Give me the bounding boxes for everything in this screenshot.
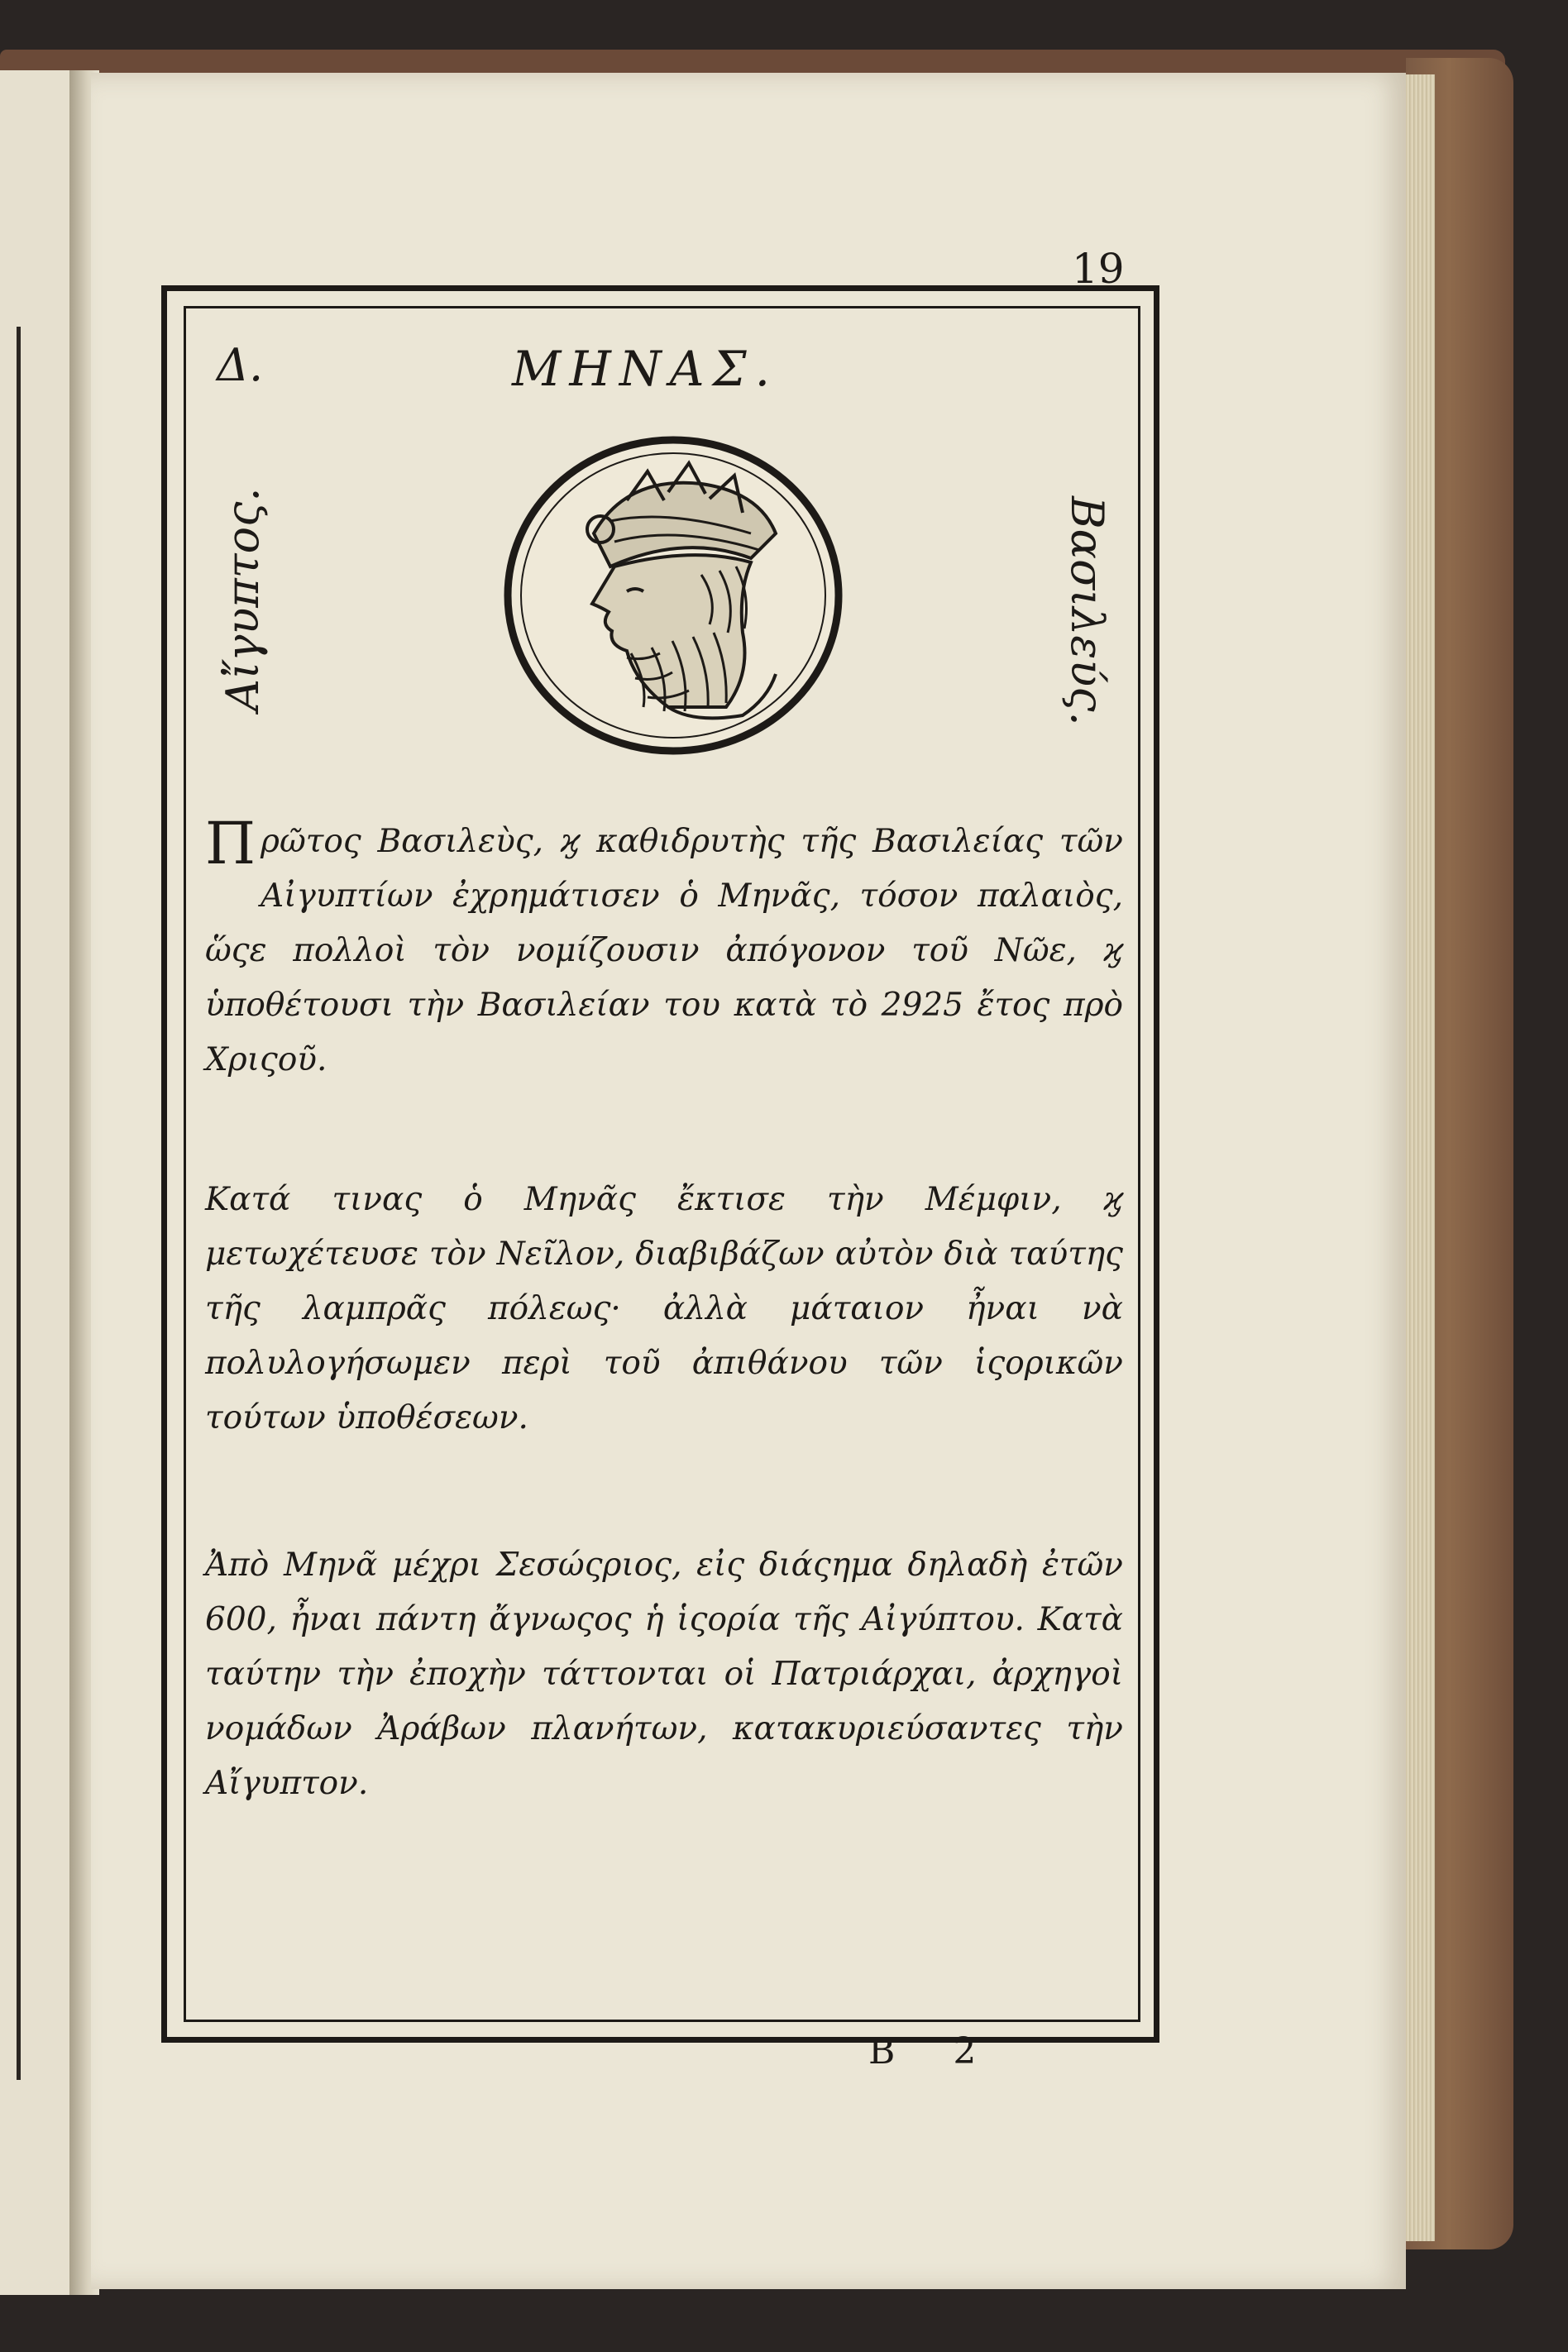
- paragraph-1-text: ρῶτος Βασιλεὺς, ϗ καθιδρυτὴς τῆς Βασιλείας τῶν Αἰγυπτίων ἐχρημάτισεν ὁ Μηνᾶς, τόσον παλαιὸς, ὥςε πολλοὶ τὸν νομίζουσιν ἀπόγονον τοῦ Νῶε, ϗ ὑποθέτουσι τὴν Βασιλείαν του κατὰ τὸ 2925 ἔτος πρὸ Χριςοῦ.: [205, 823, 1123, 1078]
- side-label-rank: Βασιλεύς.: [1061, 496, 1113, 726]
- left-page: [0, 70, 74, 2295]
- side-label-country: Αἴγυπτος.: [217, 487, 269, 711]
- section-marker: Δ.: [217, 339, 264, 391]
- left-page-frame: [0, 327, 21, 2080]
- paragraph-3: Ἀπὸ Μηνᾶ μέχρι Σεσώςριος, εἰς διάςημα δηλαδὴ ἐτῶν 600, ἦναι πάντη ἄγνωςος ἡ ἱςορία τῆς Αἰγύπτου. Κατὰ ταύτην τὴν ἐποχὴν τάττονται οἱ Πατριάρχαι, ἀρχηγοὶ νομάδων Ἀράβων πλανήτων, κατακυριεύσαντες τὴν Αἴγυπτον.: [205, 1546, 1123, 1802]
- printer-signature: B 2: [868, 2030, 1000, 2072]
- paragraph-1: [205, 810, 1123, 1088]
- portrait-medallion: [503, 434, 844, 757]
- page-title: ΜΗΝΑΣ.: [511, 341, 779, 397]
- paragraph-2: Κατά τινας ὁ Μηνᾶς ἔκτισε τὴν Μέμφιν, ϗ μετωχέτευσε τὸν Νεῖλον, διαβιβάζων αὐτὸν διὰ ταύτης τῆς λαμπρᾶς πόλεως· ἀλλὰ μάταιον ἦναι νὰ πολυλογήσωμεν περὶ τοῦ ἀπιθάνου τῶν ἱςορικῶν τούτων ὑποθέσεων.: [205, 1181, 1123, 1437]
- drop-capital: Π: [205, 810, 256, 877]
- page-number: 19: [1072, 245, 1125, 293]
